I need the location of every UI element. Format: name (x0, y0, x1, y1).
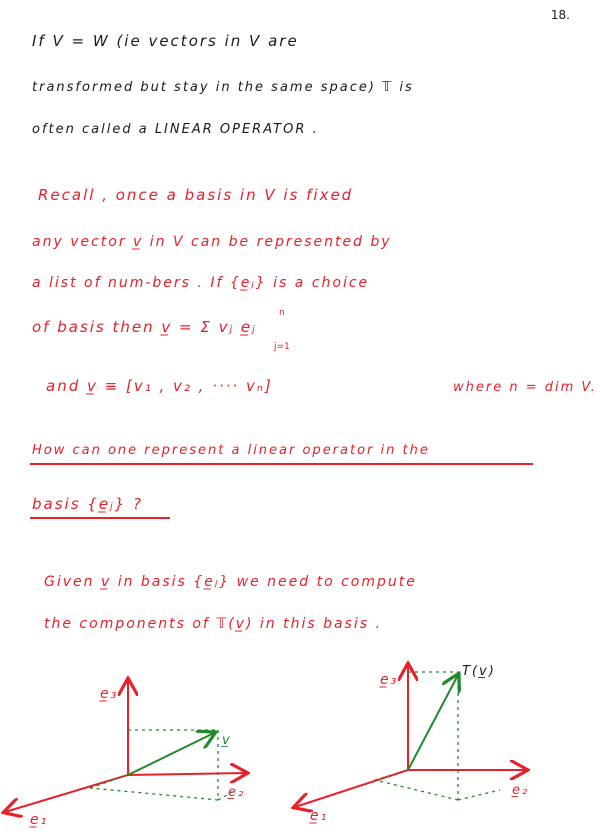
sum-lower-limit: j=1 (274, 342, 290, 352)
right-dashed-projection (375, 672, 500, 800)
para2-line5: and v̲ ≡ [v₁ , v₂ , ···· vₙ] (46, 377, 273, 395)
question-line1: How can one represent a linear operator in the (32, 443, 430, 458)
para2-line1: Recall , once a basis in V is fixed (38, 186, 354, 204)
para2-line4: of basis then v̲ = Σ vⱼ e̲ⱼ (32, 318, 257, 336)
right-e2-label: e̲₂ (512, 783, 530, 798)
para3-line1: Given v̲ in basis {e̲ⱼ} we need to compute (44, 574, 417, 590)
left-e3-label: e̲₃ (100, 686, 119, 702)
right-vector-label: T(v̲) (462, 664, 496, 679)
para2-line3: a list of num-bers . If {e̲ⱼ} is a choice (32, 275, 370, 291)
left-e2-axis (128, 773, 246, 775)
para1-line2: transformed but stay in the same space) 𝕋 is (32, 80, 414, 95)
para2-line5-right: where n = dim V. (453, 380, 597, 395)
left-e2-label: e̲₂ (228, 785, 246, 800)
right-e1-label: e̲₁ (310, 808, 329, 824)
question-line2: basis {e̲ⱼ} ? (32, 495, 143, 513)
left-dashed-projection (90, 730, 236, 800)
para3-line2: the components of 𝕋(v̲) in this basis . (44, 616, 382, 632)
para2-line2: any vector v̲ in V can be represented by (32, 234, 392, 250)
page-number: 18. (550, 8, 570, 22)
sum-upper-limit: n (279, 308, 285, 318)
left-vector-label: v̲ (222, 733, 232, 748)
left-e1-label: e̲₁ (30, 812, 49, 828)
para1-line1: If V = W (ie vectors in V are (32, 32, 299, 50)
right-e3-label: e̲₃ (380, 672, 399, 688)
left-vector (128, 733, 214, 775)
left-e1-axis (5, 775, 128, 812)
right-vector (408, 675, 458, 770)
para1-line3: often called a LINEAR OPERATOR . (32, 122, 319, 137)
